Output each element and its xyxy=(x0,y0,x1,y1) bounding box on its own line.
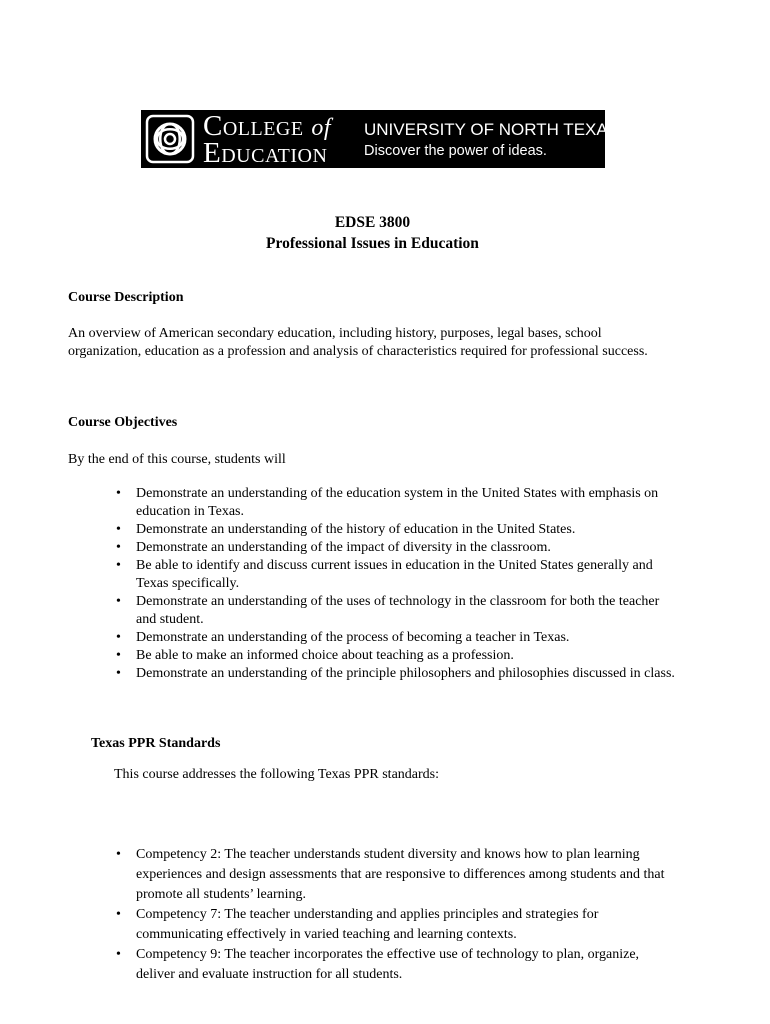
list-item: • Demonstrate an understanding of the principle philosophers and philosophies discussed in class. xyxy=(116,665,676,683)
logo-university-text: UNIVERSITY OF NORTH TEXAS xyxy=(364,120,620,139)
list-item: • Demonstrate an understanding of the impact of diversity in the classroom. xyxy=(116,539,676,557)
college-logo-banner xyxy=(141,110,620,169)
celtic-knot-emblem-icon xyxy=(145,114,195,164)
list-item: • Demonstrate an understanding of the history of education in the United States. xyxy=(116,521,676,539)
course-title: Professional Issues in Education xyxy=(266,235,479,252)
ppr-standards-heading: Texas PPR Standards xyxy=(91,736,221,751)
course-description-text: An overview of American secondary education, including history, purposes, legal bases, school organization, education as a profession and analysis of characteristics required for professional success. xyxy=(68,326,648,359)
list-item: • Demonstrate an understanding of the education system in the United States with emphasis on education in Texas. xyxy=(116,485,676,521)
list-item: • Be able to identify and discuss current issues in education in the United States generally and Texas specifically. xyxy=(116,557,676,593)
logo-college-text: College of xyxy=(203,110,332,142)
objectives-list xyxy=(116,485,676,683)
list-item: • Be able to make an informed choice about teaching as a profession. xyxy=(116,647,676,665)
logo-tagline: Discover the power of ideas. xyxy=(364,143,547,159)
ppr-standards-intro: This course addresses the following Texas PPR standards: xyxy=(114,767,439,782)
list-item: • Competency 9: The teacher incorporates the effective use of technology to plan, organize, deliver and evaluate instruction for all students. xyxy=(116,945,676,985)
list-item: • Demonstrate an understanding of the uses of technology in the classroom for both the teacher and student. xyxy=(116,593,676,629)
course-title-block xyxy=(0,212,745,254)
logo-education-text: Education xyxy=(203,137,328,169)
list-item: • Competency 2: The teacher understands student diversity and knows how to plan learning experiences and design assessments that are responsive to differences among students and that promote all students’ learning. xyxy=(116,845,676,905)
list-item: • Demonstrate an understanding of the process of becoming a teacher in Texas. xyxy=(116,629,676,647)
course-code: EDSE 3800 xyxy=(334,214,411,231)
list-item: • Competency 7: The teacher understanding and applies principles and strategies for communicating effectively in varied teaching and learning contexts. xyxy=(116,905,676,945)
course-description-heading: Course Description xyxy=(68,290,184,305)
course-objectives-heading: Course Objectives xyxy=(68,415,178,430)
course-objectives-intro: By the end of this course, students will xyxy=(68,452,286,467)
ppr-standards-list xyxy=(116,845,676,985)
